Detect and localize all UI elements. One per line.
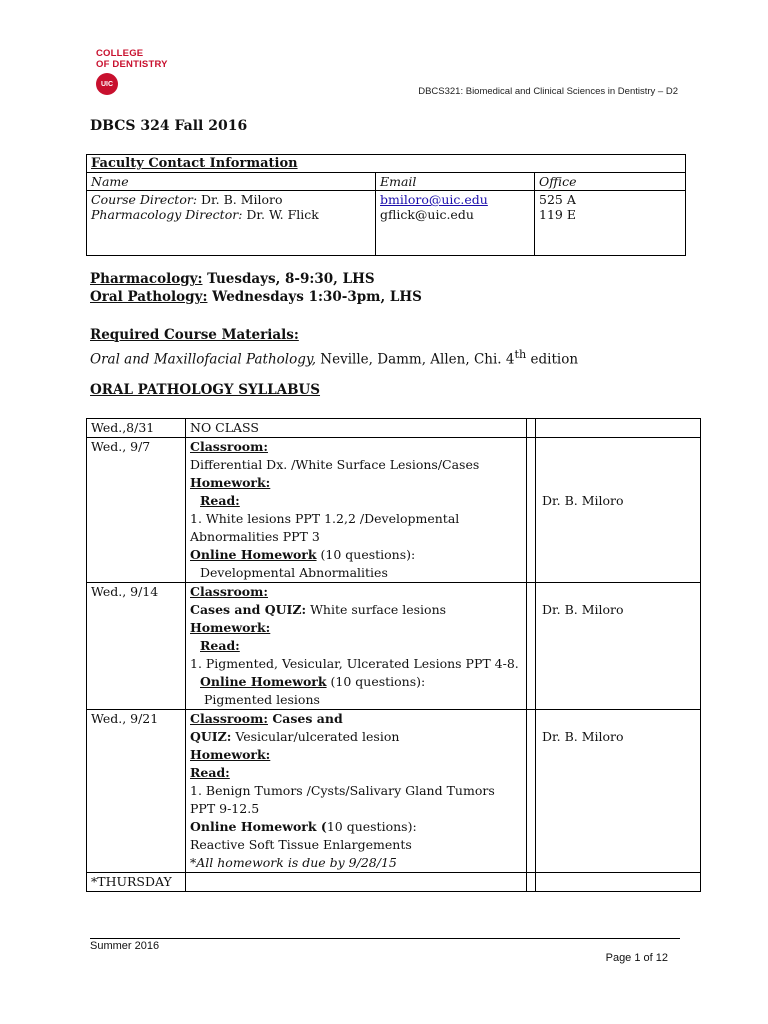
instructor: Dr. B. Miloro <box>542 493 624 508</box>
column-name: Name <box>87 173 376 191</box>
column-email: Email <box>376 173 535 191</box>
materials-book: Oral and Maxillofacial Pathology, Neville, Damm, Allen, Chi. 4th edition <box>90 348 579 368</box>
college-logo <box>96 48 168 95</box>
homework-due-note: *All homework is due by 9/28/15 <box>190 855 397 870</box>
contact-names: Course Director: Dr. B. Miloro Pharmacology Director: Dr. W. Flick <box>87 191 376 256</box>
required-materials <box>90 325 578 370</box>
instructor: Dr. B. Miloro <box>542 602 624 617</box>
table-row: Wed., 9/21 Classroom: Cases and QUIZ: Vesicular/ulcerated lesion Homework: Read: 1. Benign Tumors /Cysts/Salivary Gland Tumors PPT 9-12.5 Online Homework (10 questions): Reactive Soft Tissue Enlargements *All homework is due by 9/28/15 Dr. B. Miloro <box>87 710 701 873</box>
contact-table-heading: Faculty Contact Information <box>87 155 686 173</box>
syllabus-title: ORAL PATHOLOGY SYLLABUS <box>90 382 321 398</box>
materials-heading: Required Course Materials: <box>90 327 299 343</box>
running-header: DBCS321: Biomedical and Clinical Sciences in Dentistry – D2 <box>418 86 678 97</box>
table-row: Wed.,8/31 NO CLASS <box>87 419 701 438</box>
schedule-oral-pathology: Oral Pathology: Wednesdays 1:30-3pm, LHS <box>90 289 422 305</box>
footer-divider <box>90 938 680 939</box>
schedule-pharmacology: Pharmacology: Tuesdays, 8-9:30, LHS <box>90 271 375 287</box>
uic-badge-icon: UIC <box>96 73 118 95</box>
email-flick: gflick@uic.edu <box>380 207 474 222</box>
contact-emails <box>376 191 535 256</box>
course-title: DBCS 324 Fall 2016 <box>90 118 248 134</box>
instructor: Dr. B. Miloro <box>542 729 624 744</box>
logo-line-2: OF DENTISTRY <box>96 59 168 70</box>
logo-line-1: COLLEGE <box>96 48 144 59</box>
column-office: Office <box>535 173 686 191</box>
footer-term: Summer 2016 <box>90 940 160 952</box>
syllabus-table <box>86 418 701 892</box>
table-row: Wed., 9/14 Classroom: Cases and QUIZ: White surface lesions Homework: Read: 1. Pigmented, Vesicular, Ulcerated Lesions PPT 4-8. Online Homework (10 questions): Pigmented lesions Dr. B. Miloro <box>87 583 701 710</box>
email-link-miloro[interactable]: bmiloro@uic.edu <box>380 192 488 207</box>
table-row: Wed., 9/7 Classroom: Differential Dx. /White Surface Lesions/Cases Homework: Read: 1. White lesions PPT 1.2,2 /Developmental Abnormalities PPT 3 Online Homework (10 questions): Developmental Abnormalities Dr. B. Miloro <box>87 438 701 583</box>
faculty-contact-table <box>86 154 686 256</box>
table-row: *THURSDAY <box>87 873 701 892</box>
class-schedule <box>90 270 422 306</box>
contact-offices: 525 A 119 E <box>535 191 686 256</box>
page-number: Page 1 of 12 <box>605 952 668 964</box>
